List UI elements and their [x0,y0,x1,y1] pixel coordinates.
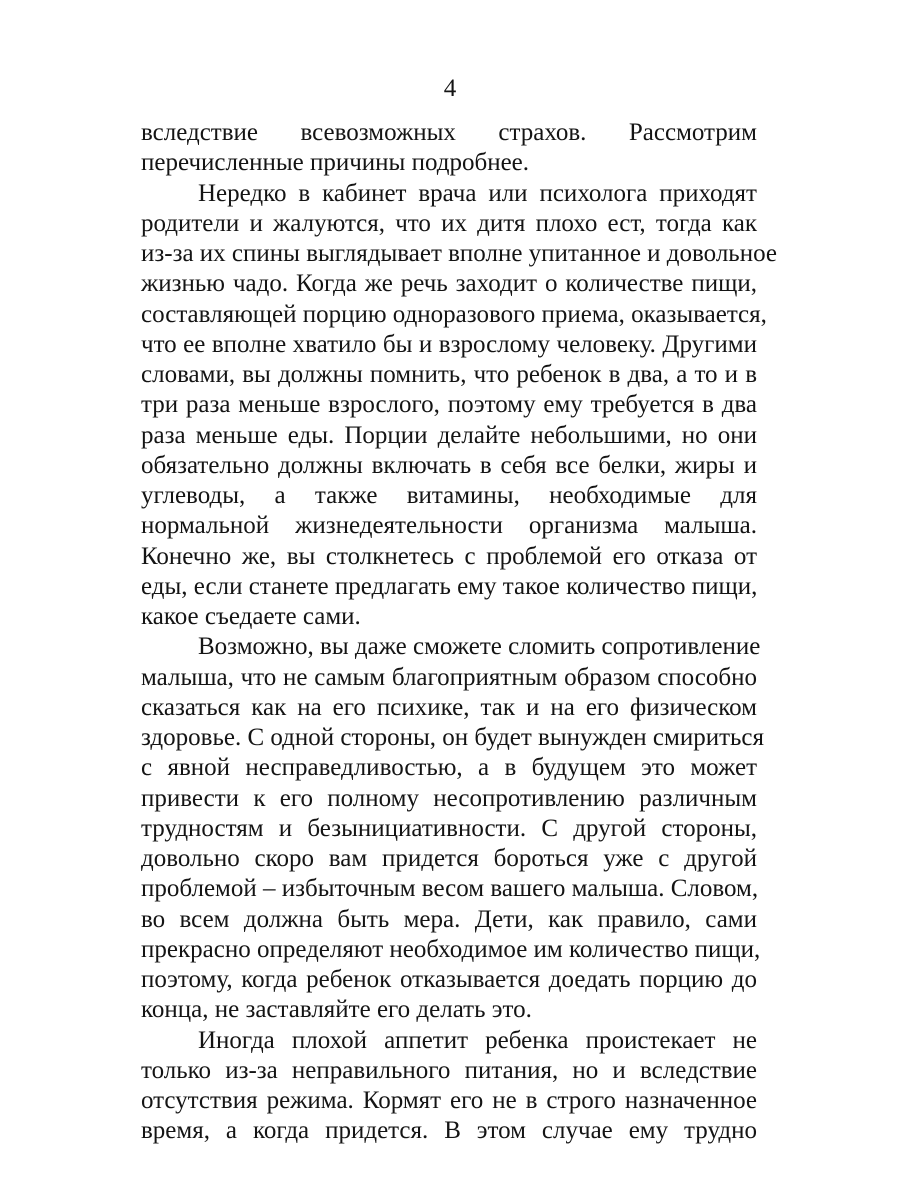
text-line: Конечно же, вы столкнетесь с проблемой его отказа от [141,542,757,570]
text-line: с явной несправедливостью, а в будущем это может [141,754,757,782]
text-line: углеводы, а также витамины, необходимые для [141,482,757,509]
text-line: составляющей порцию одноразового приема, оказывается, [141,300,767,328]
text-line: отсутствия режима. Кормят его не в строго назначенное [141,1087,757,1114]
text-line: родители и жалуются, что их дитя плохо ест, тогда как [141,209,757,237]
text-line: поэтому, когда ребенок отказывается доедать порцию до [141,966,757,993]
text-line: вследствие всевозможных страхов. Рассмотрим [141,119,757,146]
paragraph-first-line: Иногда плохой аппетит ребенка проистекает не [198,1026,757,1054]
paragraph-first-line: Возможно, вы даже сможете сломить сопротивление [198,633,761,661]
text-line: три раза меньше взрослого, поэтому ему требуется в два [141,391,757,419]
text-line: из-за их спины выглядывает вполне упитанное и довольное [141,240,777,267]
text-line: трудностям и безынициативности. С другой стороны, [141,814,757,842]
text-line: привести к его полному несопротивлению различным [141,784,757,812]
text-line: проблемой – избыточным весом вашего малыша. Словом, [141,875,759,903]
text-line: словами, вы должны помнить, что ребенок в два, а то и в [141,361,757,388]
text-line: что ее вполне хватило бы и взрослому человеку. Другими [141,330,757,358]
paragraph-first-line: Нередко в кабинет врача или психолога приходят [198,179,757,207]
page-number: 4 [443,75,457,102]
text-line: только из-за неправильного питания, но и вследствие [141,1056,757,1084]
text-line: еды, если станете предлагать ему такое количество пищи, [141,572,758,600]
text-line: малыша, что не самым благоприятным образом способно [141,663,757,691]
text-line: раза меньше еды. Порции делайте небольшими, но они [141,421,757,449]
text-line: во всем должна быть мера. Дети, как правило, сами [141,905,757,933]
text-line: сказаться как на его психике, так и на его физическом [141,693,757,721]
body-text [141,118,777,1147]
text-line: конца, не заставляйте его делать это. [141,996,532,1024]
text-line: прекрасно определяют необходимое им количество пищи, [141,935,761,963]
text-line: время, а когда придется. В этом случае ему трудно [141,1117,757,1145]
text-line: какое съедаете сами. [141,603,361,630]
text-line: обязательно должны включать в себя все белки, жиры и [141,451,757,479]
text-line: жизнью чадо. Когда же речь заходит о количестве пищи, [141,270,757,298]
text-line: довольно скоро вам придется бороться уже с другой [141,845,757,872]
text-line: перечисленные причины подробнее. [141,149,530,177]
text-line: здоровье. С одной стороны, он будет вынужден смириться [141,724,765,751]
text-line: нормальной жизнедеятельности организма малыша. [141,512,757,540]
